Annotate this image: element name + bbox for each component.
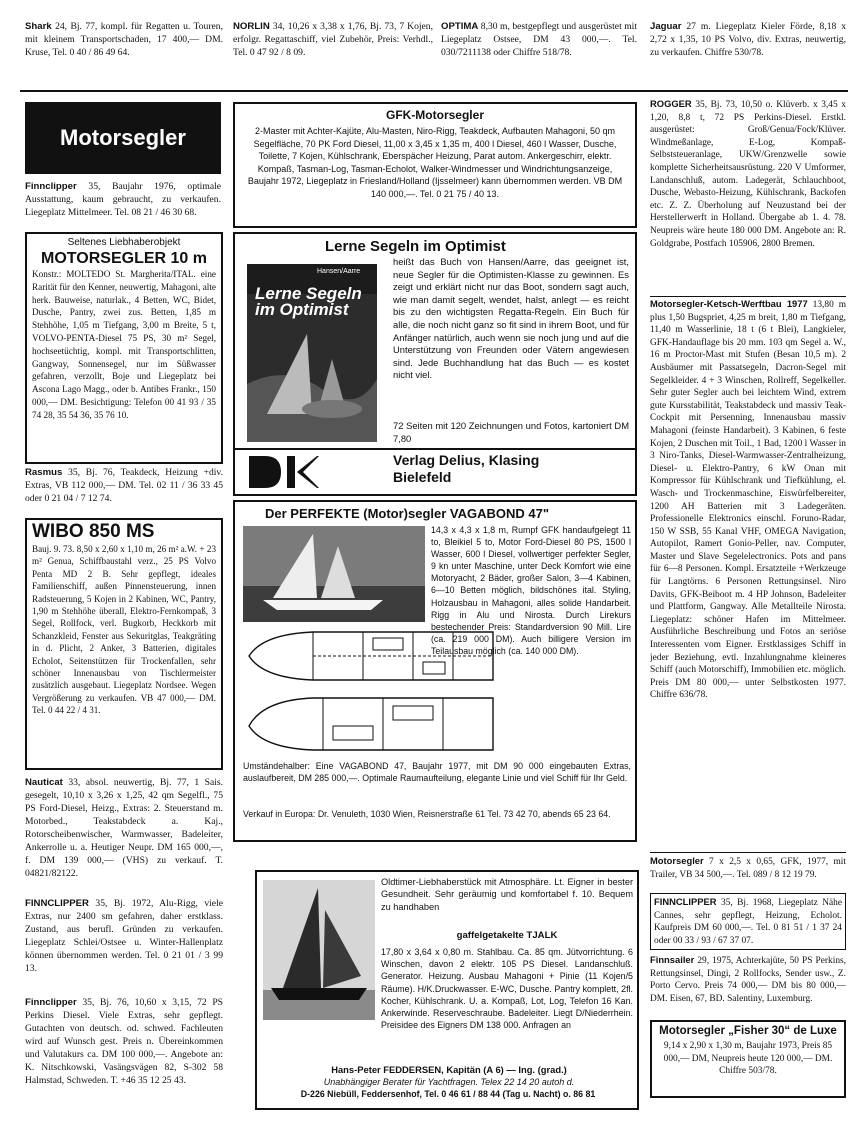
tjalk-photo-art <box>263 880 375 1020</box>
ad-text-specs: 14,3 x 4,3 x 1,8 m, Rumpf GFK handaufgelegt 11 to, Bleikiel 5 to, Motor Ford-Diesel 80 PS, 1500 l Wasser, 600 l Diesel, vollwertiger perfekter Segler, 9 kn unter Maschine, unter Deck Komfort wie eine Motoryacht, 2 Bäder, großer Salon, 3—4 Kabinen, 6—10 Betten möglich, bildschönes ital. Styling, Holzausbau in Mahagoni, alles solide Handarbeit. Rigg in Alu und Nirosta. Durch Lirekurs bestechender Preis: Standardversion 90 Mill. Lire (ca. 219 000 DM). Auch billigere Version im Teilausbau möglich (ca. 140 000 DM). <box>431 525 631 656</box>
ad-text: 9,14 x 2,90 x 1,30 m, Baujahr 1973, Preis 85 000,— DM, Neupreis heute 120 000,— DM. Chiffre 503/78. <box>663 1041 833 1077</box>
ad-text: Konstr.: MOLTEDO St. Margherita/ITAL. eine Rarität für den Kenner, neuwertig, Mahagoni, alte herk. Bauweise, naturlak., 4 Betten, WC, Bidet, Dusche, Pantry, zwei zus. Betten, 1,85 m Stehhöhe, 1,05 m Tiefgang, 3,00 m Breite, 5 t, VOLVO-PENTA-Diesel 75 PS, 30 m² Segel, hochseetüchtig, kompl. mit Transportschlitten, Gangway, Sonnensegel, nur im Süßwasser gefahren, verzollt, Boje und Liegeplatz bei Ascona Lago Magg., oder b. Antibes Frankr., 150 000,— DM. Besichtigung: Telefon 00 41 93 / 35 74 28, 35 54 36, 35 76 10. <box>32 269 216 420</box>
ad-ketsch <box>650 298 846 702</box>
ad-text: 27 m. Liegeplatz Kieler Förde, 8,18 x 2,72 x 1,35, 10 PS Volvo, div. Extras, neuwertig, zu verkaufen. Chiffre 530/78. <box>650 21 846 58</box>
ad-text: 7 x 2,5 x 0,65, GFK, 1977, mit Trailer, VB 34 500,—. Tel. 089 / 8 12 19 79. <box>650 857 846 880</box>
publisher-divider <box>235 448 637 450</box>
ad-tjalk <box>255 870 639 1110</box>
yacht-photo <box>243 526 425 622</box>
contact-role: Unabhängiger Berater für Yachtfragen. Telex 22 14 20 autoh d. <box>323 1077 575 1087</box>
divider <box>650 296 846 297</box>
ad-finnclipper-2 <box>25 897 223 975</box>
publisher-name: Verlag Delius, Klasing <box>393 452 540 468</box>
ad-norlin <box>233 20 433 59</box>
ad-text: 34, 10,26 x 3,38 x 1,76, Bj. 73, 7 Kojen, erfolgr. Regattaschiff, viel Zubehör, Preis: Verhdl., Tel. 0 47 92 / 8 09. <box>233 21 433 58</box>
ad-rogger <box>650 98 846 250</box>
ad-jaguar <box>650 20 846 59</box>
ad-text: 33, absol. neuwertig, Bj. 77, 1 Sais. gesegelt, 10,10 x 3,26 x 1,25, 42 qm Segelfl., 75 PS Ford-Diesel, Heizg., Extras: 2. Steuerstand m. Motorbed., Teakstabdeck a. Kaj., Rotorscheibenwischer, Warmwasser, Badeleiter, Ankerrolle u. a. Heutiger Neupr. DM 165 000,—, f. DM 139 000,— (VHS) zu verkauf. T. 04821/82122. <box>25 777 223 879</box>
ad-text: 2-Master mit Achter-Kajüte, Alu-Masten, Niro-Rigg, Teakdeck, Aufbauten Mahagoni, 50 qm Segelfläche, 70 PK Ford Diesel, 11,00 x 3,45 x 1,35 m, 400 l Diesel, 460 l Wasser, Dusche, Toilette, 7 Kojen, Kühlschrank, Eberspächer Heizung, Parat autom. Ankergeschirr, elektr. Kompaß, Tasman-Log, Tasman-Echolot, Walker-Windmesser und Windrichtungsanzeige, Baujahr 1972, Liegeplatz in Friesland/Holland (Ijsselmeer) kann übernommen werden. VB DM 140 000,—. Tel. 0 21 75 / 40 13. <box>247 126 623 199</box>
ad-kicker: Seltenes Liebhaberobjekt <box>67 237 181 248</box>
ad-title: Der PERFEKTE (Motor)segler VAGABOND 47" <box>265 506 550 521</box>
ad-lead: OPTIMA <box>441 21 479 32</box>
ad-finnsailer <box>650 954 846 1005</box>
ad-intro: Oldtimer-Liebhaberstück mit Atmosphäre. Lt. Eigner in bester Gesundheit. Sehr geräumig und komfortabel f. 10. Bequem zu handhaben <box>381 877 633 912</box>
ad-title: GFK-Motorsegler <box>385 108 484 122</box>
ad-contact: Verkauf in Europa: Dr. Venuleth, 1030 Wien, Reisnerstraße 61 Tel. 73 42 70, abends 65 23 64. <box>243 809 611 819</box>
ad-optimist <box>233 232 637 496</box>
contact-address: D-226 Niebüll, Feddersenhof, Tel. 0 46 61 / 88 44 (Tag u. Nacht) o. 86 81 <box>300 1089 596 1099</box>
ad-text: heißt das Buch von Hansen/Aarre, das geeignet ist, neue Segler für die Optimisten-Klasse zu gewinnen. Es zeigt und erklärt nicht nur das Boot, sondern sagt auch, wie man damit segelt, wendet, halst, anlegt — es reicht bis zu den wichtigsten Regatta-Regeln. Ein Buch für alle, die noch nicht ganz so fit sind in ihrem Boot, und für Anfänger natürlich, auch wenn sie noch jung und auf die Unterstützung von Freunden oder Vätern angewiesen sind. Jede Buchhandlung hat das Buch — es kostet nicht viel. <box>393 256 629 381</box>
ad-text: 35, Bj. 1968, Liegeplatz Nähe Cannes, sehr gepflegt, Heizung, Echolot. Kaufpreis DM 60 000,—. Tel. 0 81 51 / 1 37 24 oder 00 33 / 93 / 67 37 07. <box>654 898 843 946</box>
publisher-logo <box>247 454 321 490</box>
ad-lead: FINNCLIPPER <box>25 898 89 909</box>
section-title: Motorsegler <box>60 125 186 150</box>
ad-text-offer: Umständehalber: Eine VAGABOND 47, Baujahr 1977, mit DM 90 000 eingebauten Extras, auslaufbereit, DM 285 000,—. Optimale Raumaufteilung, elegante Linie und viel Schiff für Ihr Geld. <box>243 761 631 784</box>
ad-optima <box>441 20 637 59</box>
ad-title: Lerne Segeln im Optimist <box>325 238 506 255</box>
ad-lead: Motorsegler-Ketsch-Werftbau 1977 <box>650 298 808 309</box>
ad-lead: Finnclipper <box>25 997 77 1008</box>
ad-lead: Finnsailer <box>650 954 695 965</box>
ad-title: gaffelgetakelte TJALK <box>456 930 558 941</box>
ad-lead: Nauticat <box>25 777 63 788</box>
ad-text: 35, Bj. 73, 10,50 o. Klüverb. x 3,45 x 1,20, 8,8 t, 72 PS Perkins-Diesel. Erstkl. ausgerüstet: Groß/Genua/Fock/Klüver. Windmeßanlage, E-Log, Kompaß-Selbststeueranlage, UKW/Grenzwelle sowie komplette Sicherheitsausrüstung. 220 V Umformer, Landanschluß, autom. Ladegerät, Schlauchboot, Dusche, Webasto-Heizung, Kühlschrank, Backofen etc. Z. Z. Überholung auf Neuzustand bei der Herstellerwerft in Holland. Übergabe ab 1. 4. 78. Neupreis wäre heute 180 000 DM. Angebote an: R. Goldgrabe, Postfach 105906, 2800 Bremen. <box>650 100 846 249</box>
ad-text: 24, Bj. 77, kompl. für Regatten u. Touren, mit kleinem Transportschaden, 17 400,— DM. Kruse, Tel. 0 40 / 86 49 64. <box>25 21 223 58</box>
yacht-photo-art <box>243 526 425 622</box>
ad-text: 35, Bj. 76, Teakdeck, Heizung +div. Extras, VB 112 000,— DM. Tel. 02 11 / 36 33 45 oder 0 21 04 / 7 12 74. <box>25 467 223 504</box>
ad-text: 35, Bj. 76, 10,60 x 3,15, 72 PS Perkins Diesel. Viele Extras, sehr gepflegt. Gutachten von deutsch. od. schwed. Fachleuten wird auf Wunsch gest. Preis n. Übereinkommen und Valutakurs ca. DM 100 000,—. Angebote an: K. Nitschkowski, Vasängsvägen 82, S-302 58 Halmstad, Schweden. T. +46 35 12 25 43. <box>25 997 223 1086</box>
contact-name: Hans-Peter FEDDERSEN, Kapitän (A 6) — Ing. (grad.) <box>331 1064 567 1075</box>
ad-lead: Jaguar <box>650 21 682 32</box>
ad-fisher <box>650 1020 846 1098</box>
ad-text: 13,80 m plus 1,50 Bugspriet, 4,25 m breit, 1,80 m Tiefgang, 11,40 m Wasserlinie, 18 t (6 t Blei), Langkieler, GFK-Handauflage bis 20 mm. 103 qm Segel a. W., 16 m Proctor-Mast mit Stufen (Besan 10,5 m). 2 Ausbäumer mit Passatsegeln, Dacron-Segel mit Segelkleider. 4 + 3 Winschen, Rollreff, Segelkeller. Sehr guter Segler auch bei leichtem Wind, extrem gute Kursstabilität, Teakstabdeck und massiv Teak-Cockpit mit Persenning, Innenausbau massiv Mahagoni (feinste Handarbeit). 3 Kabinen, 6 feste Kojen, 2 Duschen mit Toil., 1 Bad, 1200 l Wasser in 3 Niro-Tanks, Diesel-Warmwasser-Zentralheizung, Diesel- u. Elektro-Pantry, 6 kW Onan mit Kompressor für Kühlschrank und Tiefkühlung, el. Wasch- und Trockenmaschine, Eiswürfelbereiter, 1200 AH Batterien mit 3 Ladegeräten. Professionelle Elektronics einschl. Foruno-Radar, 150 W SSB, 55 Kanal VHF, OMEGA Navigation, Autopilot, Ramert Gonio-Peller, nav. Computer, Master und Slave Segelelectronics. Pots and pans für 6—8 Personen. Kompl. Ersatzteile +Werkzeuge für Langtörns. 6 Personen Rettungsinsel. Niro Davits, GFK-Beiboot m. 4 HP Johnson, Badeleiter und Plattform, Gangway. Alle Metallteile Nirosta. Liegeplatz: schöner Hafen im Mittelmeer. Ausführliche Beschreibung und Fotos an seriöse Interessenten vom Eigner. Erstklassiges Schiff in jeder Beziehung, evtl. Inzahlungnahme kleineres Schiff (auch Motorschiff), Immobilien etc. möglich. Preis DM 80 000,— unter Selbstkosten 1977. Chiffre 636/78. <box>650 300 846 701</box>
ad-gfk <box>233 102 637 228</box>
ad-vagabond <box>233 500 637 842</box>
ad-finnclipper-3 <box>25 996 223 1087</box>
ad-text: Bauj. 9. 73. 8,50 x 2,60 x 1,10 m, 26 m² a.W. + 23 m² Genua, Schiffbaustahl verz., 25 PS Volvo Penta MD 2 B. Sehr gepflegt, ideales Familienschiff, außen Pinnensteuerung, innen Radsteuerung, 5 Kojen in 2 Kabinen, WC, Pantry, 1,90 m Stehhöhe überall, Elektro-Fernkompaß, 3 Segel, Rollfock, verl. Bugkorb, Heckkorb mit Schanzkleid, Fenster aus Sekuritglas, Teakgräting in d. Plicht, 2 Anker, 3 Batterien, digitales Echolot, Seitenstützen für Trockenfallen, sehr schöner Innenausbau von Tischlermeister zusätzlich ausgebaut. Liegeplatz Nordsee. Wegen Vergrößerung zu verkaufen. VB 47 000,— DM. Tel. 0 44 22 / 4 31. <box>32 544 216 716</box>
ad-detail: 72 Seiten mit 120 Zeichnungen und Fotos, kartoniert DM 7,80 <box>393 420 629 444</box>
ad-nauticat <box>25 776 223 880</box>
book-cover <box>247 264 377 442</box>
ad-text: 8,30 m, bestgepflegt und ausgerüstet mit Liegeplatz Ostsee, DM 43 000,—. Tel. 030/7211138 oder Chiffre 518/78. <box>441 21 637 58</box>
ad-finnclipper-4 <box>650 893 846 950</box>
ad-lead: ROGGER <box>650 98 692 109</box>
ad-text: 35, Bj. 1972, Alu-Rigg, viele Extras, nur 2400 sm gefahren, daher erstklass. Zustand, aus berufl. Gründen zu verkaufen. Liegeplatz Schlei/Ostsee u. Winter-Hallenplatz können übernommen werden. Tel. 0 21 01 / 3 99 13. <box>25 898 223 974</box>
ad-lead: FINNCLIPPER <box>654 896 717 907</box>
ad-finnclipper-1 <box>25 180 221 219</box>
cover-title: Lerne Segeln im Optimist <box>255 284 362 319</box>
ad-title: MOTORSEGLER 10 m <box>41 250 207 267</box>
cover-author: Hansen/Aarre <box>317 268 361 275</box>
ad-lead: Rasmus <box>25 467 63 478</box>
ad-lead: Shark <box>25 21 52 32</box>
ad-wibo <box>25 518 223 770</box>
section-header <box>25 102 221 174</box>
ad-lead: Finnclipper <box>25 181 77 192</box>
ad-lead: Motorsegler <box>650 855 704 866</box>
dk-logo-icon <box>247 454 321 490</box>
ad-motorsegler-7 <box>650 855 846 881</box>
ad-text: 29, 1975, Achterkajüte, 50 PS Perkins, Rettungsinsel, Dingi, 2 Rollfocks, Sender usw., Z. Porto Cervo. Preis 74 000,— DM bis 80 000,— DM. Eisen, 67, BD. Salentiny, Luxemburg. <box>650 956 846 1004</box>
ad-moltedo <box>25 232 223 464</box>
ad-text: 35, Baujahr 1976, optimale Ausstattung, kaum gebraucht, zu verkaufen. Liegeplatz Mittelmeer. Tel. 08 21 / 46 30 68. <box>25 181 221 218</box>
ad-text: 17,80 x 3,64 x 0,80 m. Stahlbau. Ca. 85 qm. Jütvorrichtung. 6 Winschen, davon 2 elektr. 105 PS Diesel. Landanschluß. Generator. Heizung. Ausbau Mahagoni + Pinie (11 Kojen/5 Räume). H/K.Druckwasser. E-WC, Dusche. Pantry komplett, 2fl. Kocher, Kühlschrank. U. a. Kompaß, Lot, Log, Telefon 16 Kan. Ankerwinde. Reserveschraube. Badeleiter. Liegt D/Niederrhein. Preisidee des Eigners DM 138 000. Anfragen an <box>381 947 633 1031</box>
top-divider <box>20 90 848 92</box>
publisher-city: Bielefeld <box>393 469 452 485</box>
ad-title: Motorsegler „Fisher 30“ de Luxe <box>659 1025 837 1037</box>
ad-lead: NORLIN <box>233 21 270 32</box>
ad-title: WIBO 850 MS <box>32 521 155 542</box>
tjalk-photo <box>263 880 375 1020</box>
ad-shark <box>25 20 223 59</box>
divider <box>650 852 846 853</box>
ad-rasmus <box>25 466 223 505</box>
